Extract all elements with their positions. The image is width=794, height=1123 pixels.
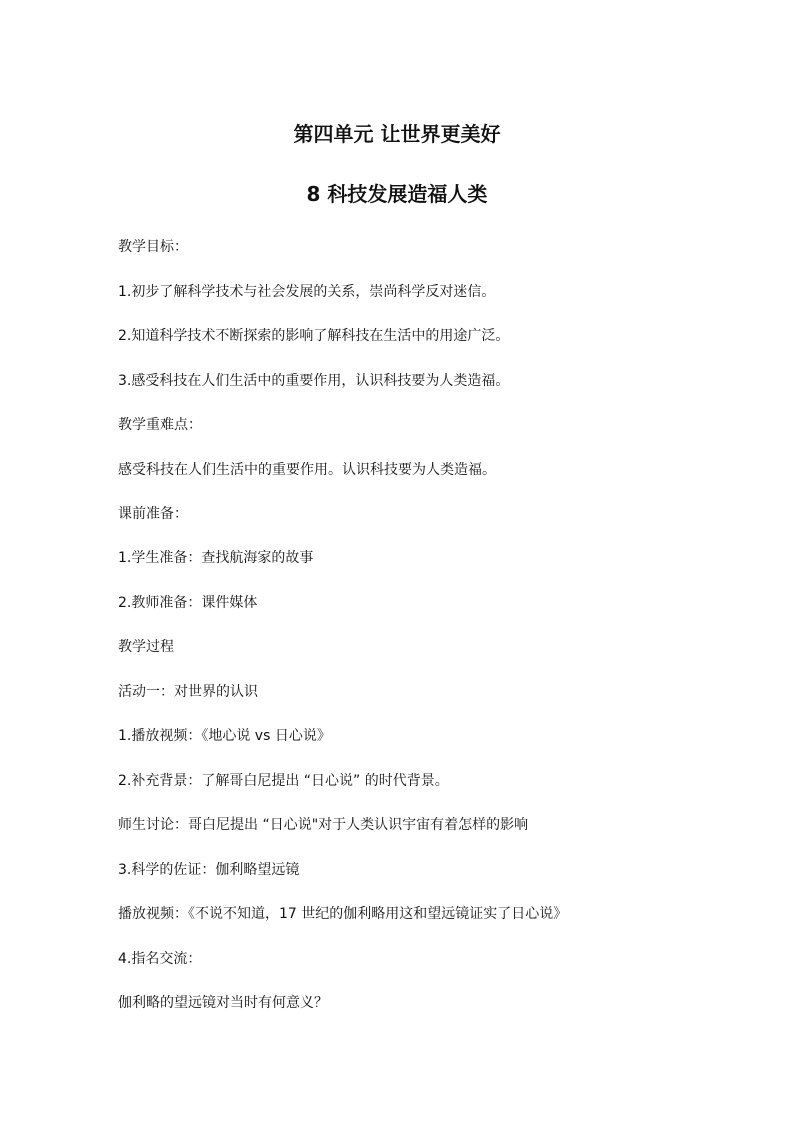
- heading-key-difficulties: 教学重难点：: [118, 417, 202, 433]
- activity-step-2: 2.补充背景：了解哥白尼提出 “日心说” 的时代背景。: [118, 773, 449, 789]
- heading-teaching-process: 教学过程: [118, 639, 174, 655]
- goal-item-3: 3.感受科技在人们生活中的重要作用，认识科技要为人类造福。: [118, 373, 510, 389]
- lesson-title: 8 科技发展造福人类: [306, 182, 488, 206]
- goal-item-1: 1.初步了解科学技术与社会发展的关系，崇尚科学反对迷信。: [118, 284, 496, 300]
- heading-teaching-goals: 教学目标：: [118, 239, 188, 255]
- heading-preparation: 课前准备：: [118, 506, 188, 522]
- activity-step-3: 3.科学的佐证：伽利略望远镜: [118, 862, 300, 878]
- discussion-text: 师生讨论：哥白尼提出 “日心说"对于人类认识宇宙有着怎样的影响: [118, 817, 529, 833]
- goal-item-2: 2.知道科学技术不断探索的影响了解科技在生活中的用途广泛。: [118, 328, 510, 344]
- question-text: 伽利略的望远镜对当时有何意义？: [118, 995, 328, 1011]
- activity-step-4: 4.指名交流：: [118, 951, 202, 967]
- video-text: 播放视频：《不说不知道，17 世纪的伽利略用这和望远镜证实了日心说》: [118, 906, 568, 922]
- unit-title: 第四单元 让世界更美好: [293, 122, 501, 146]
- activity-one-title: 活动一：对世界的认识: [118, 684, 258, 700]
- preparation-student: 1.学生准备：查找航海家的故事: [118, 550, 314, 566]
- key-difficulties-text: 感受科技在人们生活中的重要作用。认识科技要为人类造福。: [118, 462, 496, 478]
- activity-step-1: 1.播放视频：《地心说 vs 日心说》: [118, 728, 331, 744]
- preparation-teacher: 2.教师准备：课件媒体: [118, 595, 258, 611]
